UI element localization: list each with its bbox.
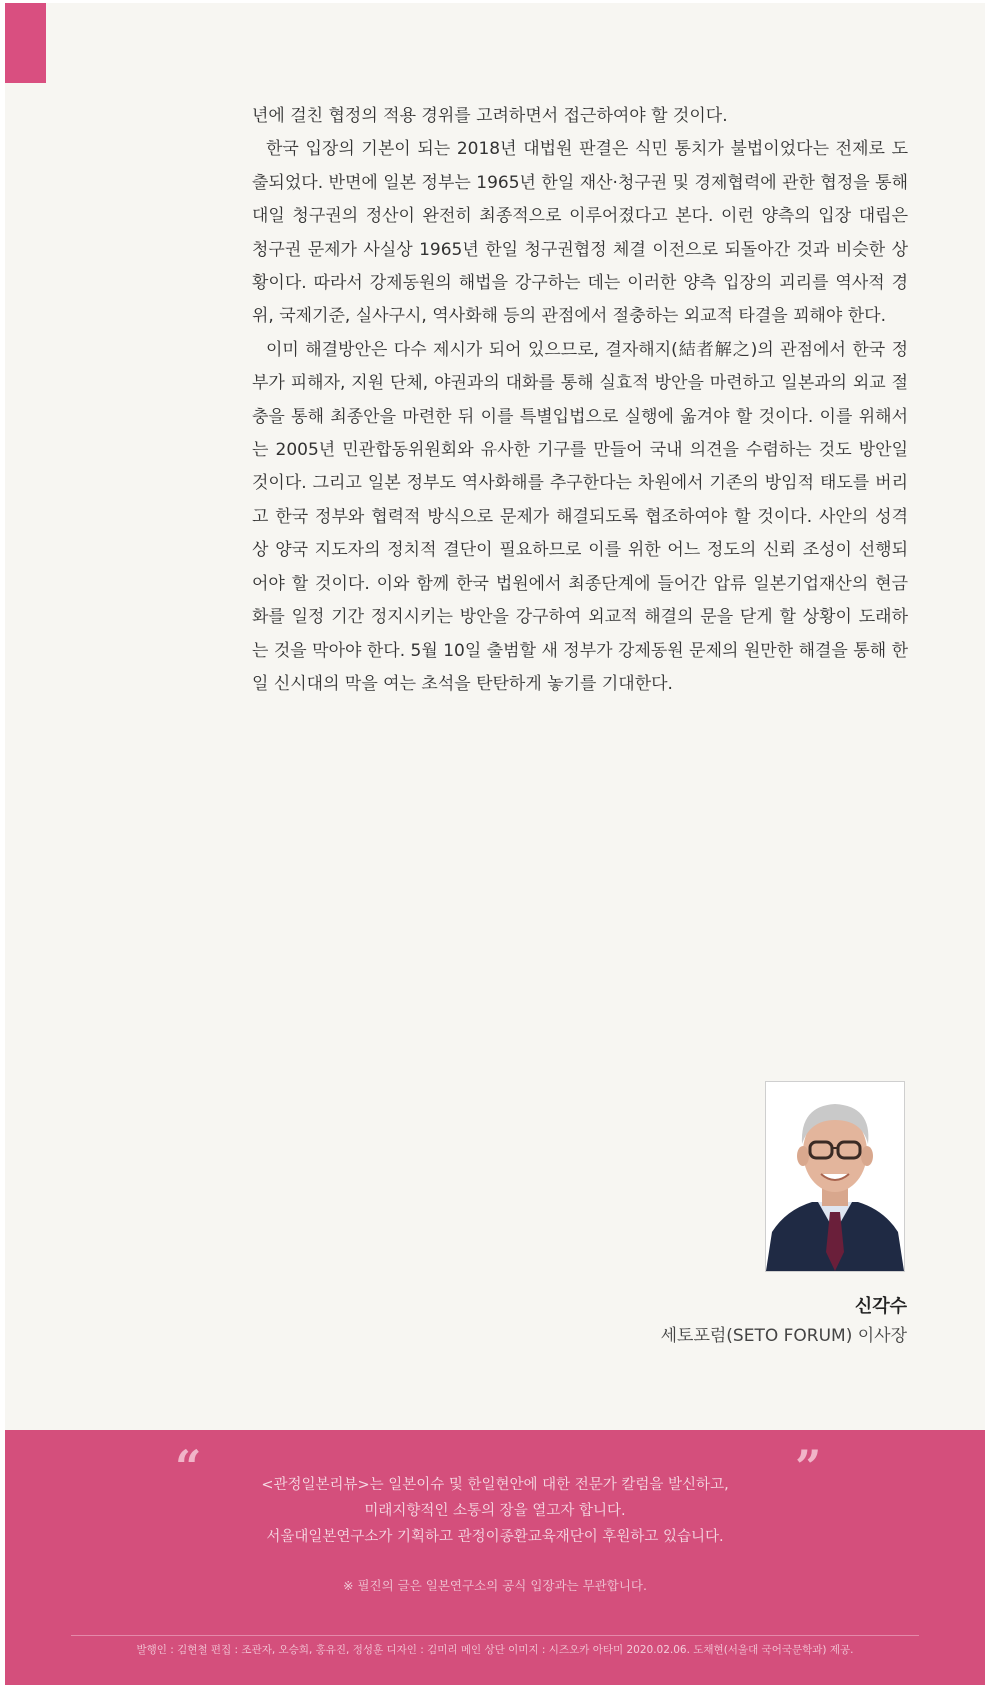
article-paragraph: 이미 해결방안은 다수 제시가 되어 있으므로, 결자해지(結者解之)의 관점에서 한국 정부가 피해자, 지원 단체, 야권과의 대화를 통해 실효적 방안을 마련하고 일본과의 외교 절충을 통해 최종안을 마련한 뒤 이를 특별입법으로 실행에 옮겨야 할 것이다. 이를 위해서는 2005년 민관합동위원회와 유사한 기구를 만들어 국내 의견을 수렴하는 것도 방안일 것이다. 그리고 일본 정부도 역사화해를 추구한다는 차원에서 기존의 방임적 태도를 버리고 한국 정부와 협력적 방식으로 문제가 해결되도록 협조하여야 할 것이다. 사안의 성격상 양국 지도자의 정치적 결단이 필요하므로 이를 위한 어느 정도의 신뢰 조성이 선행되어야 할 것이다. 이와 함께 한국 법원에서 최종단계에 들어간 압류 일본기업재산의 현금화를 일정 기간 정지시키는 방안을 강구하여 외교적 해결의 문을 닫게 할 상황이 도래하는 것을 막아야 한다. 5월 10일 출범할 새 정부가 강제동원 문제의 원만한 해결을 통해 한일 신시대의 막을 여는 초석을 탄탄하게 놓기를 기대한다. [252, 339, 908, 694]
article-paragraph: 한국 입장의 기본이 되는 2018년 대법원 판결은 식민 통치가 불법이었다는 전제로 도출되었다. 반면에 일본 정부는 1965년 한일 재산·청구권 및 경제협력에 관한 협정을 통해 대일 청구권의 정산이 완전히 최종적으로 이루어졌다고 본다. 이런 양측의 입장 대립은 청구권 문제가 사실상 1965년 한일 청구권협정 체결 이전으로 되돌아간 것과 비슷한 상황이다. 따라서 강제동원의 해법을 강구하는 데는 이러한 양측 입장의 괴리를 역사적 경위, 국제기준, 실사구시, 역사화해 등의 관점에서 절충하는 외교적 타결을 꾀해야 한다. [252, 139, 908, 327]
footer-disclaimer: ※ 필진의 글은 일본연구소의 공식 입장과는 무관합니다. [343, 1578, 647, 1593]
article-body [252, 100, 908, 701]
footer-intro-line: 미래지향적인 소통의 장을 열고자 합니다. [364, 1503, 626, 1519]
footer-intro-line: <관정일본리뷰>는 일본이슈 및 한일현안에 대한 전문가 칼럼을 발신하고, [261, 1477, 729, 1493]
author-title: 세토포럼(SETO FORUM) 이사장 [660, 1326, 907, 1346]
footer-banner [5, 1430, 985, 1685]
quote-open-icon: “ [175, 1440, 202, 1494]
footer-intro-line: 서울대일본연구소가 기획하고 관정이종환교육재단이 후원하고 있습니다. [266, 1529, 724, 1545]
author-name: 신각수 [854, 1296, 907, 1317]
article-paragraph: 년에 걸친 협정의 적용 경위를 고려하면서 접근하여야 할 것이다. [252, 106, 728, 126]
author-portrait-svg [766, 1082, 904, 1271]
author-portrait-icon [765, 1081, 905, 1272]
quote-close-icon: ” [795, 1440, 822, 1494]
footer-credits: 발행인 : 김현철 편집 : 조관자, 오승희, 홍유진, 정성훈 디자인 : 김미리 메인 상단 이미지 : 시즈오카 아타미 2020.02.06. 도채현(서울대 국어국문학과) 제공. [136, 1644, 854, 1656]
footer-intro [175, 1472, 815, 1550]
newsletter-page [5, 3, 985, 1685]
corner-accent-tab [5, 3, 46, 83]
footer-divider [71, 1635, 919, 1636]
